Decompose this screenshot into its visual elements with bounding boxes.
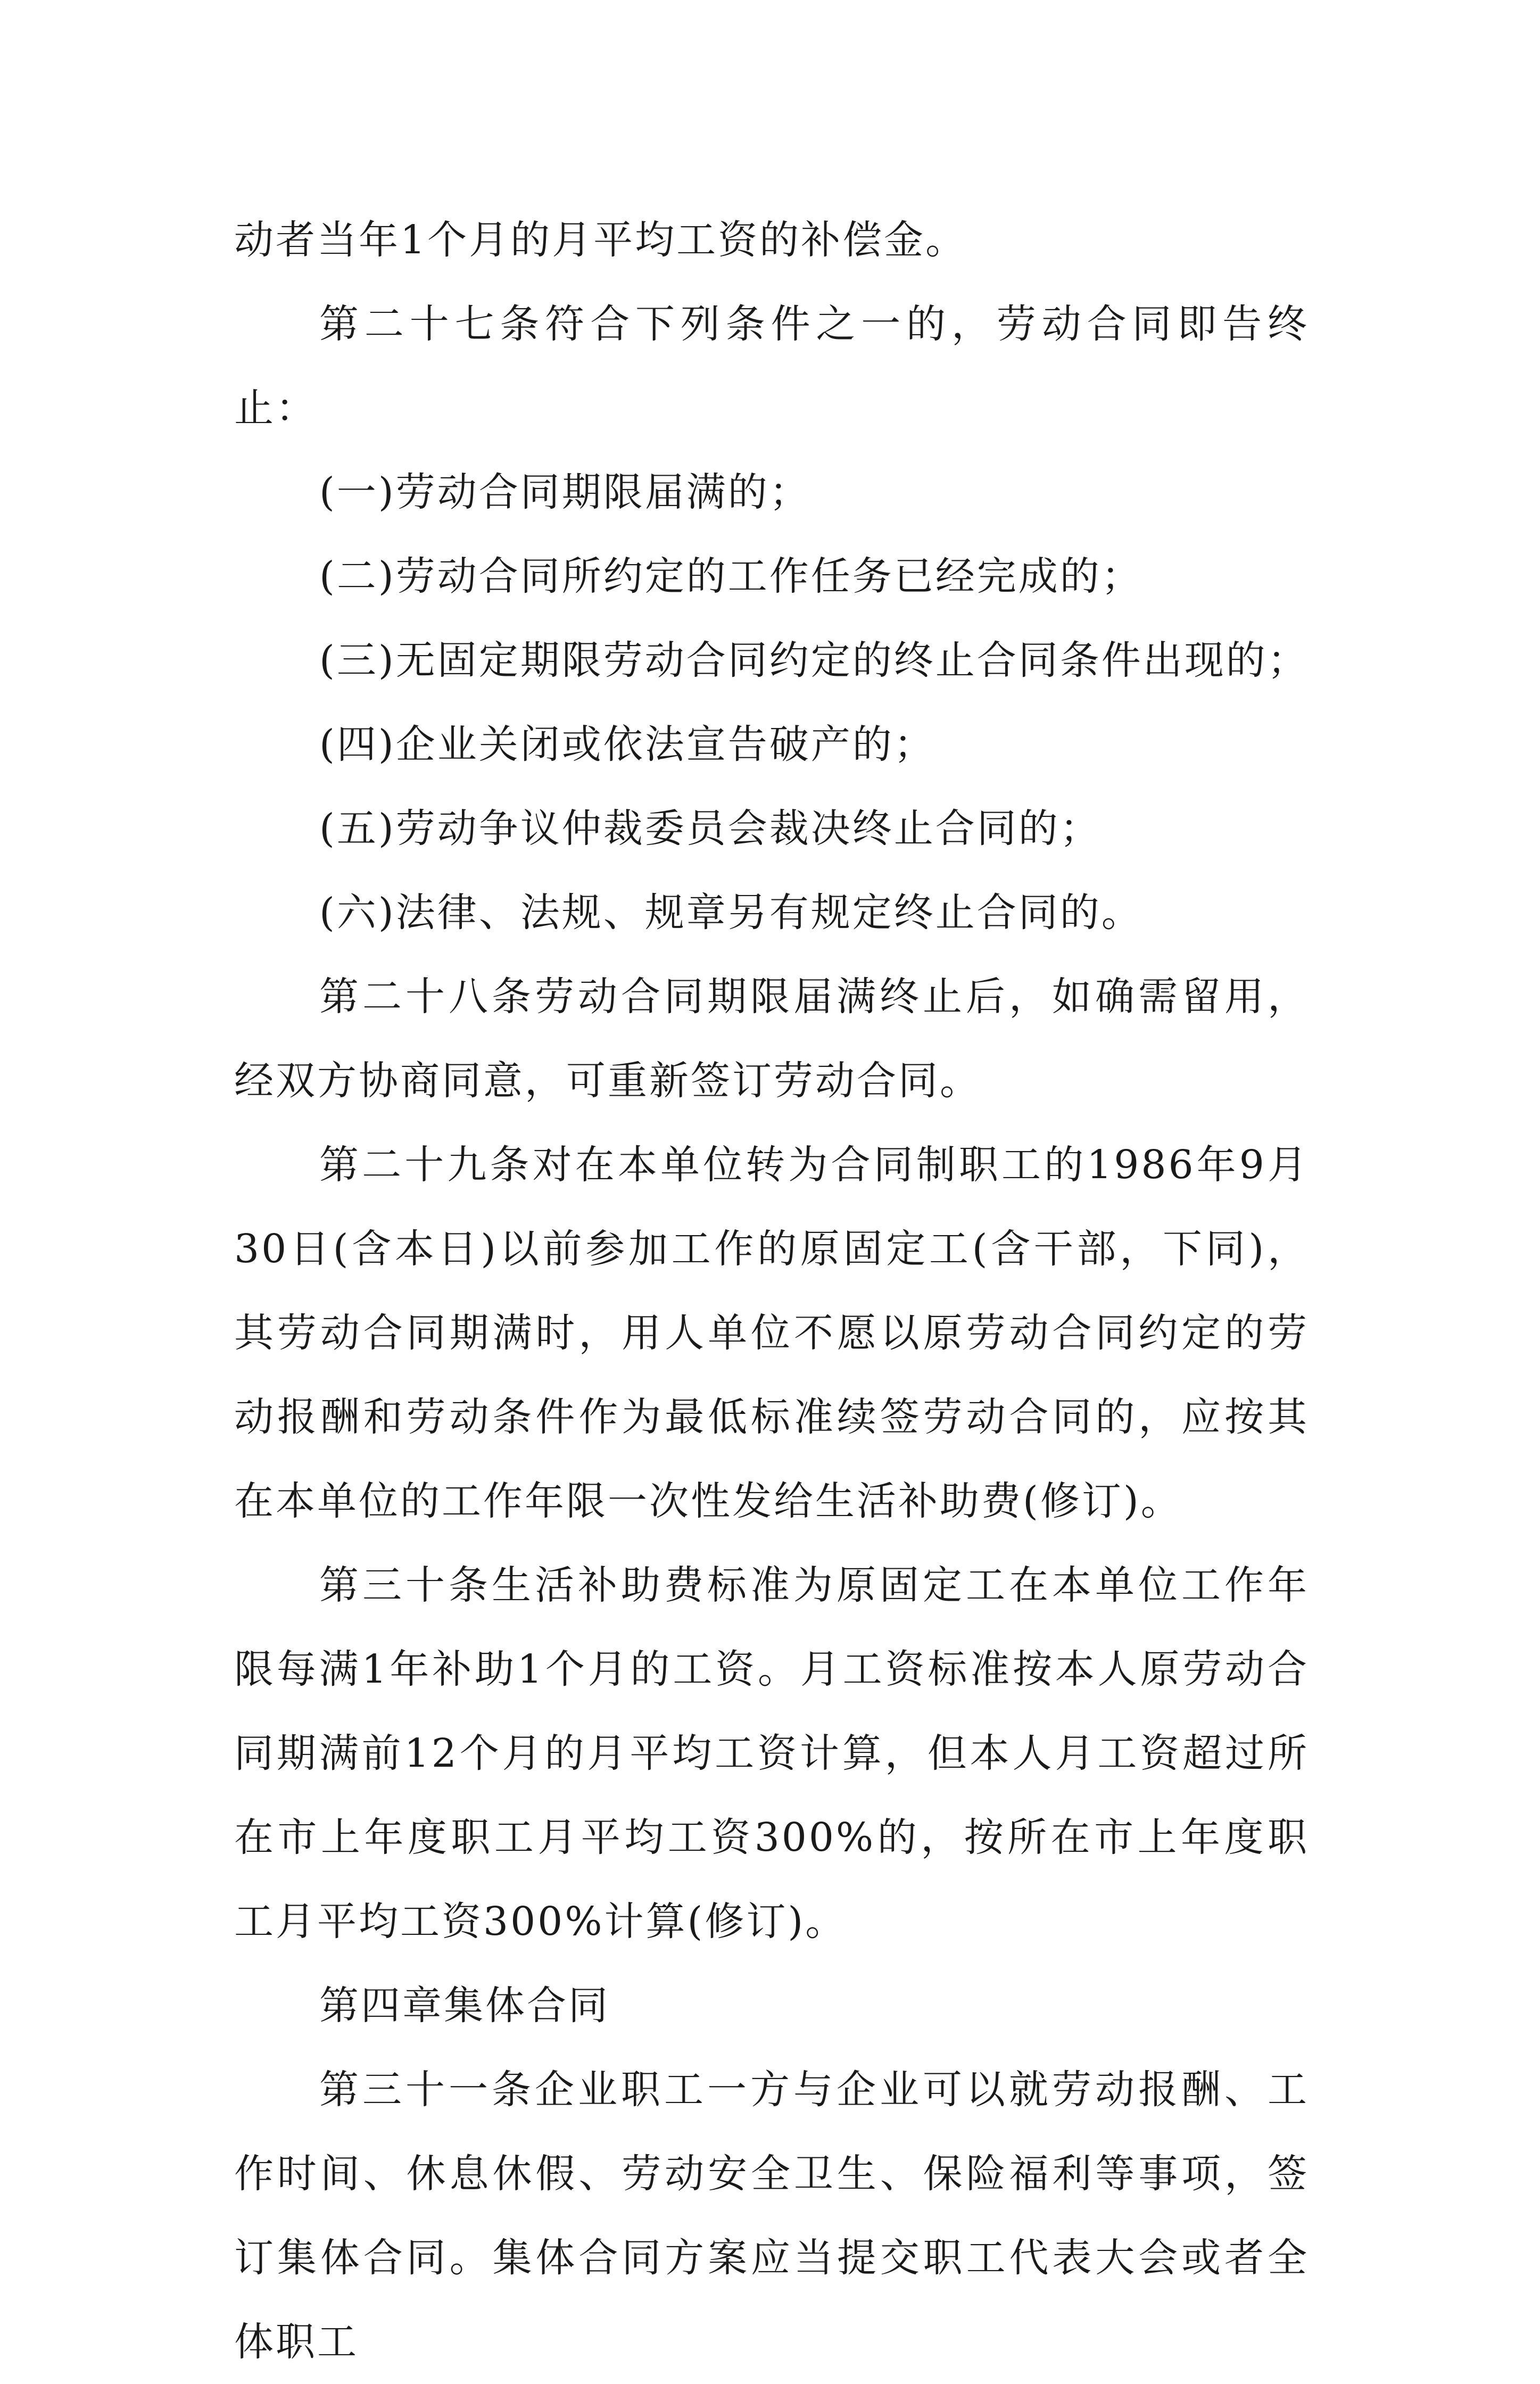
article-27: 第二十七条符合下列条件之一的，劳动合同即告终止： (234, 301, 1309, 431)
chapter-4-heading: 第四章集体合同 (319, 1983, 610, 2029)
article-28: 第二十八条劳动合同期限届满终止后，如确需留用，经双方协商同意，可重新签订劳动合同。 (234, 974, 1309, 1104)
article-27-item-6: (六)法律、法规、规章另有规定终止合同的。 (319, 890, 1143, 936)
article-27-item-4: (四)企业关闭或依法宣告破产的； (319, 722, 935, 767)
article-27-item-1: (一)劳动合同期限届满的； (319, 469, 811, 515)
paragraph-continuation: 动者当年1个月的月平均工资的补偿金。 (234, 217, 967, 263)
document-body (234, 198, 1309, 2384)
article-27-item-5: (五)劳动争议仲裁委员会裁决终止合同的； (319, 806, 1102, 851)
article-27-item-2: (二)劳动合同所约定的工作任务已经完成的； (319, 553, 1143, 599)
article-30: 第三十条生活补助费标准为原固定工在本单位工作年限每满1年补助1个月的工资。月工资标准按本人原劳动合同期满前12个月的月平均工资计算，但本人月工资超过所在市上年度职工月平均工资300%的，按所在市上年度职工月平均工资300%计算(修订)。 (234, 1562, 1309, 1944)
article-29: 第二十九条对在本单位转为合同制职工的1986年9月30日(含本日)以前参加工作的原固定工(含干部，下同)，其劳动合同期满时，用人单位不愿以原劳动合同约定的劳动报酬和劳动条件作为最低标准续签劳动合同的，应按其在本单位的工作年限一次性发给生活补助费(修订)。 (234, 1142, 1309, 1524)
article-27-item-3: (三)无固定期限劳动合同约定的终止合同条件出现的； (319, 638, 1309, 683)
article-31: 第三十一条企业职工一方与企业可以就劳动报酬、工作时间、休息休假、劳动安全卫生、保险福利等事项，签订集体合同。集体合同方案应当提交职工代表大会或者全体职工 (234, 2067, 1309, 2365)
